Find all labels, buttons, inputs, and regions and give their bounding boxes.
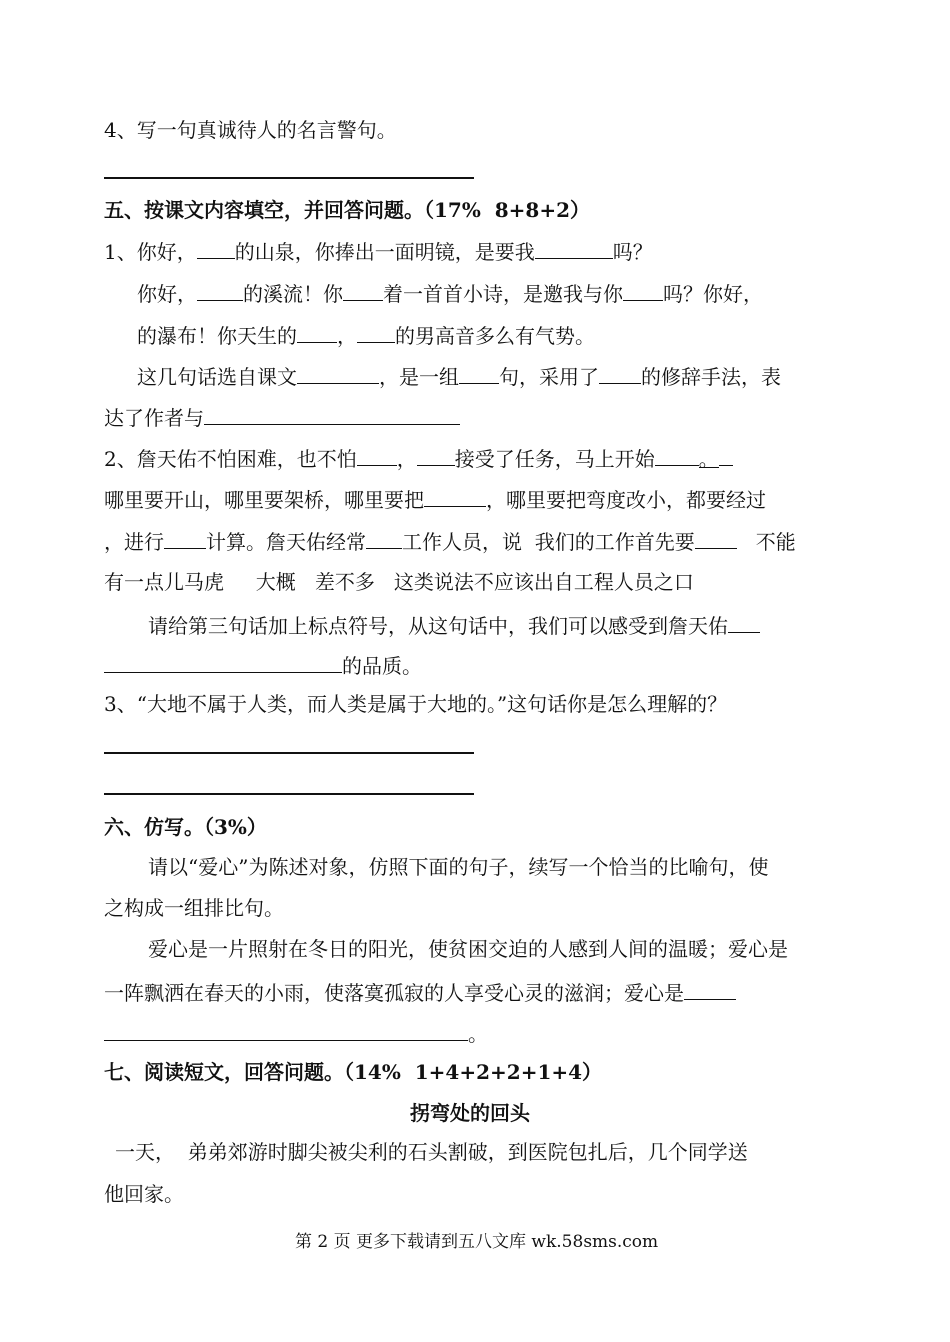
text: 吗？ bbox=[612, 240, 653, 264]
blank bbox=[684, 977, 736, 1000]
passage-line1: 一天， 弟弟郊游时脚尖被尖利的石头割破，到医院包扎后，几个同学送 bbox=[115, 1140, 748, 1164]
text: 的品质。 bbox=[342, 654, 422, 678]
text: 的男高音多么有气势。 bbox=[395, 324, 595, 348]
s5-q2-line4: 有一点儿马虎 大概 差不多 这类说法不应该出自工程人员之口 bbox=[104, 570, 694, 594]
blank bbox=[104, 1018, 468, 1041]
text: 不能 bbox=[736, 530, 796, 554]
answer-line bbox=[104, 793, 474, 795]
s5-q2-line5 bbox=[148, 610, 760, 640]
page-footer: 第 2 页 更多下载请到五八文库 wk.58sms.com bbox=[295, 1232, 659, 1252]
passage-title: 拐弯处的回头 bbox=[410, 1101, 530, 1125]
s5-q1-line3 bbox=[137, 320, 595, 350]
s5-q3-prompt: 3、“大地不属于人类，而人类是属于大地的。”这句话你是怎么理解的？ bbox=[104, 692, 728, 716]
blank bbox=[204, 402, 460, 425]
s6-line5 bbox=[104, 1018, 488, 1048]
blank bbox=[197, 236, 235, 259]
text: 一阵飘洒在春天的小雨，使落寞孤寂的人享受心灵的滋润；爱心是 bbox=[104, 981, 684, 1005]
blank bbox=[728, 610, 760, 633]
text: 1、你好， bbox=[104, 240, 197, 264]
text: 着一首首小诗，是邀我与你 bbox=[383, 282, 623, 306]
blank bbox=[459, 361, 499, 384]
blank bbox=[535, 236, 613, 259]
blank bbox=[197, 278, 243, 301]
passage-line2: 他回家。 bbox=[104, 1182, 184, 1206]
s6-line2: 之构成一组排比句。 bbox=[104, 896, 284, 920]
section-6-heading: 六、仿写。（3%） bbox=[104, 815, 267, 839]
blank bbox=[424, 484, 486, 507]
text: ，哪里要把弯度改小，都要经过 bbox=[486, 488, 766, 512]
blank bbox=[655, 443, 699, 466]
text: 达了作者与 bbox=[104, 406, 204, 430]
s5-q1-line1 bbox=[104, 236, 653, 266]
blank bbox=[104, 650, 342, 673]
text: 。 bbox=[698, 447, 719, 471]
blank bbox=[623, 278, 663, 301]
text: 这几句话选自课文 bbox=[137, 365, 297, 389]
answer-line bbox=[104, 752, 474, 754]
text: 。 bbox=[468, 1022, 488, 1046]
s5-q2-line3 bbox=[104, 526, 796, 556]
blank bbox=[343, 278, 383, 301]
question-4-prompt: 4、写一句真诚待人的名言警句。 bbox=[104, 118, 397, 142]
blank bbox=[297, 320, 337, 343]
text: 工作人员，说 我们的工作首先要 bbox=[402, 530, 695, 554]
s5-q1-line5 bbox=[104, 402, 460, 432]
s5-q2-line2 bbox=[104, 484, 766, 514]
s6-line3: 爱心是一片照射在冬日的阳光，使贫困交迫的人感到人间的温暖；爱心是 bbox=[148, 937, 788, 961]
blank bbox=[417, 443, 455, 466]
s5-q2-line6 bbox=[104, 650, 422, 680]
blank bbox=[599, 361, 641, 384]
answer-line bbox=[104, 177, 474, 179]
s5-q1-line4 bbox=[137, 361, 781, 391]
blank bbox=[297, 361, 379, 384]
text: ， bbox=[396, 447, 417, 471]
text: 句，采用了 bbox=[499, 365, 599, 389]
text: 的瀑布！你天生的 bbox=[137, 324, 297, 348]
text: 你好， bbox=[137, 282, 197, 306]
blank bbox=[357, 320, 395, 343]
text: ，是一组 bbox=[379, 365, 459, 389]
text: ， bbox=[337, 324, 357, 348]
text: 的山泉，你捧出一面明镜，是要我 bbox=[234, 240, 535, 264]
blank bbox=[719, 443, 733, 466]
s5-q2-line1 bbox=[104, 443, 733, 473]
blank bbox=[366, 526, 402, 549]
text: 的溪流！你 bbox=[243, 282, 343, 306]
s5-q1-line2 bbox=[137, 278, 763, 308]
text: 请给第三句话加上标点符号，从这句话中，我们可以感受到詹天佑 bbox=[148, 614, 728, 638]
text: 哪里要开山，哪里要架桥，哪里要把 bbox=[104, 488, 424, 512]
blank bbox=[164, 526, 206, 549]
text: 吗？你好， bbox=[663, 282, 763, 306]
blank bbox=[357, 443, 397, 466]
s6-line1: 请以“爱心”为陈述对象，仿照下面的句子，续写一个恰当的比喻句，使 bbox=[148, 855, 769, 879]
text: 接受了任务，马上开始 bbox=[454, 447, 655, 471]
section-7-heading: 七、阅读短文，回答问题。（14% 1+4+2+2+1+4） bbox=[104, 1060, 603, 1084]
text: 2、詹天佑不怕困难，也不怕 bbox=[104, 447, 357, 471]
blank bbox=[695, 526, 737, 549]
text: ，进行 bbox=[104, 530, 164, 554]
text: 的修辞手法，表 bbox=[641, 365, 781, 389]
text: 计算。詹天佑经常 bbox=[206, 530, 366, 554]
section-5-heading: 五、按课文内容填空，并回答问题。（17% 8+8+2） bbox=[104, 198, 591, 222]
s6-line4 bbox=[104, 977, 736, 1007]
